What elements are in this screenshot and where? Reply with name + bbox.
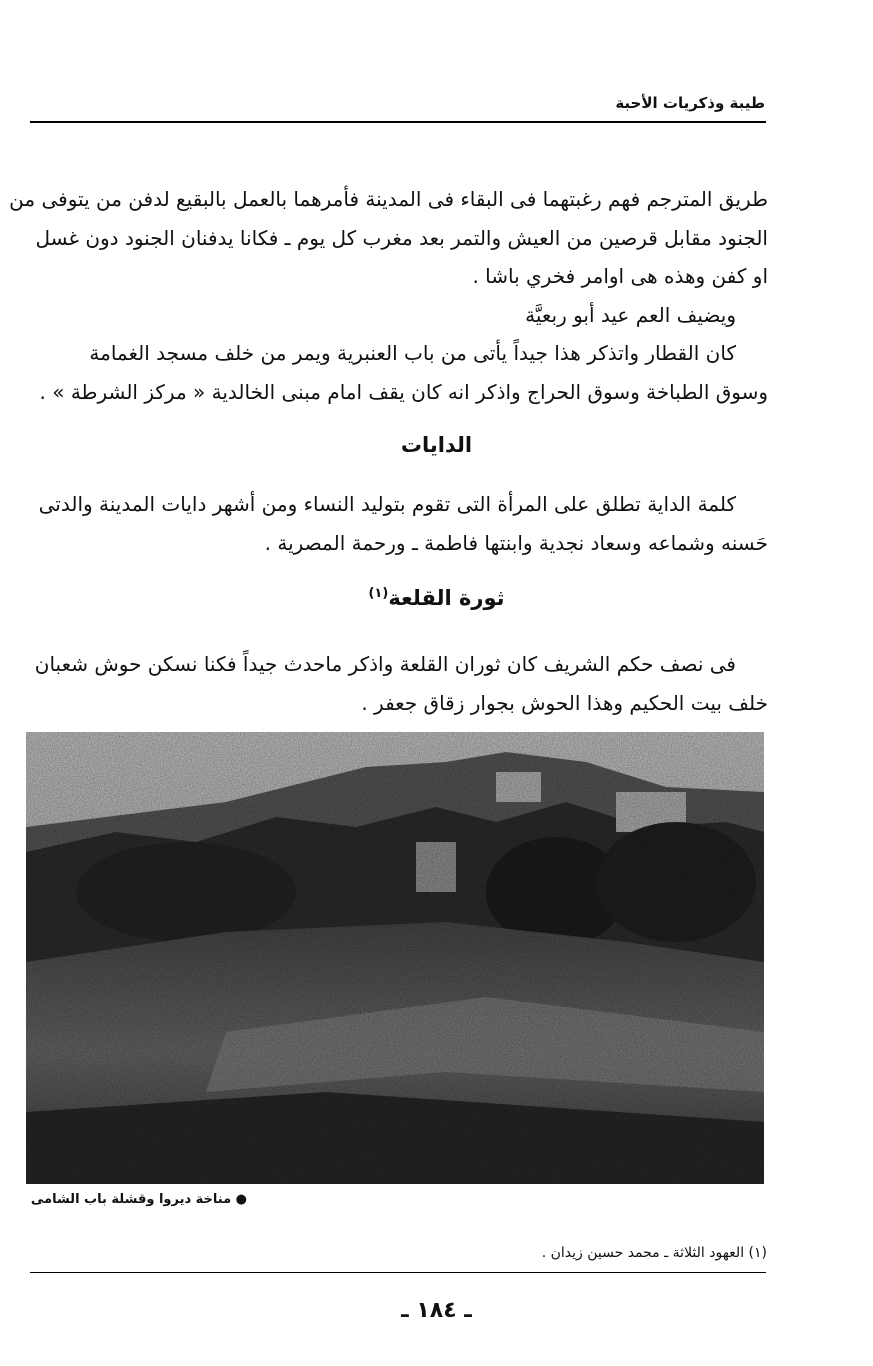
section-heading-dayat: الدايات <box>400 433 473 457</box>
footer-rule <box>30 1272 766 1273</box>
heading-text: ثورة القلعة <box>388 586 505 610</box>
running-header: طيبة وذكريات الأحبة <box>615 94 765 112</box>
text-line: خلف بيت الحكيم وهذا الحوش بجوار زقاق جعفر . <box>361 690 768 715</box>
paragraph-1 <box>9 180 768 411</box>
page-number: ـ ١٨٤ ـ <box>401 1298 472 1323</box>
text-line: طريق المترجم فهم رغبتهما فى البقاء فى المدينة فأمرهما بالعمل بالبقيع لدفن من يتوفى من <box>9 187 768 211</box>
text-line: حَسنه وشماعه وسعاد نجدية وابنتها فاطمة ـ ورحمة المصرية . <box>264 530 768 555</box>
text-line: او كفن وهذه هى اوامر فخري باشا . <box>472 264 768 288</box>
historical-photo <box>26 732 764 1184</box>
text-line: ويضيف العم عيد أبو ربعيَّة <box>525 302 736 327</box>
text-line: الجنود مقابل قرصين من العيش والتمر بعد مغرب كل يوم ـ فكانا يدفنان الجنود دون غسل <box>35 225 768 250</box>
text-line: كان القطار واتذكر هذا جيداً يأتى من باب العنبرية ويمر من خلف مسجد الغمامة <box>89 341 736 365</box>
header-rule <box>30 121 766 123</box>
paragraph-thawra <box>28 645 768 722</box>
photo-caption: ● مناخة ديروا وقشلة باب الشامى <box>30 1192 247 1207</box>
text-line: كلمة الداية تطلق على المرأة التى تقوم بتوليد النساء ومن أشهر دايات المدينة والدتى <box>38 492 736 516</box>
paragraph-dayat <box>28 485 768 562</box>
text-line: فى نصف حكم الشريف كان ثوران القلعة واذكر ماحدث جيداً فكنا نسكن حوش شعبان <box>34 652 736 676</box>
footnote: (١) العهود الثلاثة ـ محمد حسين زيدان . <box>541 1245 767 1261</box>
section-heading-thawra <box>0 586 873 610</box>
text-line: وسوق الطباخة وسوق الحراج واذكر انه كان يقف امام مبنى الخالدية « مركز الشرطة » . <box>39 379 768 404</box>
footnote-reference: (١) <box>368 586 389 601</box>
